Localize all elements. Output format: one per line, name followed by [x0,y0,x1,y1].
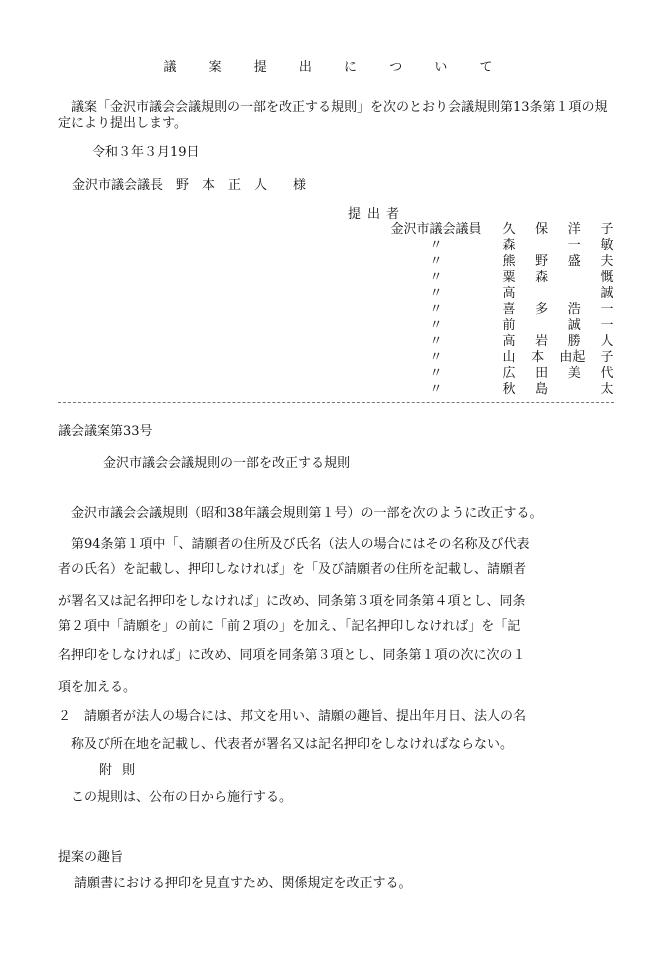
member-name-char: 由起 [559,350,586,365]
member-name-char: 山 [502,350,516,365]
member-name-char: 森 [535,270,549,285]
member-name-char: 広 [502,366,516,381]
member-row [376,222,626,238]
member-name-char: 粟 [502,270,516,285]
member-role: 〃 [429,270,443,285]
member-name-char: 誠 [600,286,614,301]
member-role: 〃 [429,366,443,381]
member-name-char: 誠 [567,318,581,333]
member-name [496,382,614,398]
member-name-char [535,286,549,302]
member-name [496,318,614,334]
member-row [376,286,626,302]
member-name-char [567,286,581,302]
member-name-char: 喜 [502,302,516,317]
document-title: 議 案 提 出 に つ い て [163,60,507,75]
supplementary-heading: 附則 [99,763,146,778]
member-name-char: 浩 [567,302,581,317]
member-name [496,350,614,366]
member-name [496,302,614,318]
member-name-char: 美 [567,366,581,381]
member-name-char: 島 [535,382,549,397]
member-row [376,382,626,398]
member-role: 金沢市議会議員 [390,222,482,237]
member-name [496,334,614,350]
member-row [376,302,626,318]
member-name-char [567,382,581,398]
addressee: 金沢市議会議長 野 本 正 人 様 [72,178,307,193]
member-name-char: 子 [600,350,614,365]
member-name [496,286,614,302]
member-name-char: 前 [502,318,516,333]
body-line: 項を加える。 [58,680,137,695]
member-role: 〃 [429,286,443,301]
member-name-char: 森 [502,238,516,253]
body-line: 者の氏名）を記載し、押印しなければ」を「及び請願者の住所を記載し、請願者 [58,562,527,577]
member-name-char: 慨 [600,270,614,285]
member-name [496,254,614,270]
member-name-char: 盛 [567,254,581,269]
member-name-char: 多 [535,302,549,317]
member-name-char: 久 [502,222,516,237]
member-name-char: 勝 [567,334,581,349]
member-row [376,366,626,382]
member-row [376,350,626,366]
member-name-char: 代 [600,366,614,381]
body-line: 第94条第１項中「、請願者の住所及び氏名（法人の場合にはその名称及び代表 [58,537,530,552]
member-name-char: 一 [600,302,614,317]
bill-number: 議会議案第33号 [58,424,153,439]
member-row [376,318,626,334]
member-name-char: 秋 [502,382,516,397]
member-row [376,238,626,254]
member-name-char: 高 [502,286,516,301]
member-role: 〃 [429,382,443,397]
member-role: 〃 [429,302,443,317]
member-name-char: 一 [600,318,614,333]
member-name-char: 太 [600,382,614,397]
body-line: 名押印をしなければ」に改め、同項を同条第３項とし、同条第１項の次に次の１ [58,648,526,663]
member-name [496,222,614,238]
member-name-char: 子 [600,222,614,237]
intro-paragraph: 議案「金沢市議会会議規則の一部を改正する規則」を次のとおり会議規則第13条第１項の規定により提出します。 [58,100,608,131]
member-role: 〃 [429,350,443,365]
body-line: が署名又は記名押印をしなければ」に改め、同条第３項を同条第４項とし、同条 [58,594,526,609]
member-name-char: 保 [535,222,549,237]
member-name [496,270,614,286]
member-name-char: 田 [535,366,549,381]
member-name-char: 敏 [600,238,614,253]
submission-date: 令和３年３月19日 [92,145,200,160]
member-role: 〃 [429,238,443,253]
member-role: 〃 [429,254,443,269]
body-line: 第２項中「請願を」の前に「前２項の」を加え、「記名押印しなければ」を「記 [58,619,521,634]
bill-title: 金沢市議会会議規則の一部を改正する規則 [103,456,351,471]
member-name [496,366,614,382]
member-name-char: 洋 [567,222,581,237]
member-name-char: 人 [600,334,614,349]
member-name-char: 一 [567,238,581,253]
member-row [376,334,626,350]
body-line: ２ 請願者が法人の場合には、邦文を用い、請願の趣旨、提出年月日、法人の名 [58,709,527,724]
member-role: 〃 [429,334,443,349]
member-name-char: 本 [531,350,545,365]
member-name-char: 岩 [535,334,549,349]
supplementary-text: この規則は、公布の日から施行する。 [58,790,293,805]
proposer-label: 提出者 [348,207,406,222]
member-row [376,270,626,286]
proposer-list [376,222,626,398]
member-name-char: 熊 [502,254,516,269]
divider [58,402,614,403]
member-name-char: 高 [502,334,516,349]
member-role: 〃 [429,318,443,333]
body-line: 金沢市議会会議規則（昭和38年議会規則第１号）の一部を次のように改正する。 [58,506,543,521]
member-name-char: 野 [535,254,549,269]
body-line: 称及び所在地を記載し、代表者が署名又は記名押印をしなければならない。 [58,737,514,752]
member-name-char: 夫 [600,254,614,269]
purpose-heading: 提案の趣旨 [58,850,124,865]
purpose-text: 請願書における押印を見直すため、関係規定を改正する。 [74,876,412,891]
member-name [496,238,614,254]
member-name-char [535,318,549,334]
member-name-char [567,270,581,286]
member-row [376,254,626,270]
member-name-char [535,238,549,254]
